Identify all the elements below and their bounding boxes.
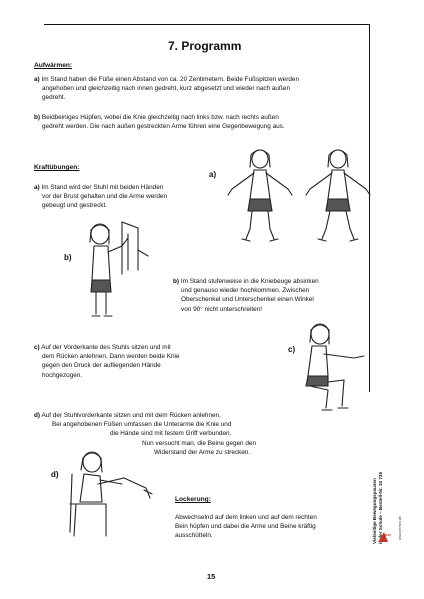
strength-d-line2: Bei angehobenen Füßen umfassen die Unterarme die Knie und — [52, 421, 232, 429]
figure-label-c: c) — [288, 345, 296, 354]
warmup-b-text — [34, 113, 374, 131]
figure-label-a: a) — [209, 170, 217, 179]
squatting-girl-illustration — [298, 320, 370, 418]
warmup-b-line1: Beidbeiniges Hüpfen, wobei die Knie gleichzeitig nach links bzw. nach rechts außen — [41, 114, 279, 121]
strength-c-line2: dem Rücken anlehnen. Dann werden beide Knie — [42, 353, 180, 361]
sidebar-text — [372, 394, 384, 544]
figure-label-d: d) — [51, 470, 59, 479]
page-number: 15 — [207, 572, 216, 581]
sidebar-line2: in der Schule – Bestell-Nr. 10 735 — [378, 471, 383, 544]
strength-a-line3: gebeugt und gestreckt. — [42, 202, 108, 210]
strength-a-text — [34, 183, 224, 211]
page-title: 7. Programm — [168, 39, 242, 53]
warmup-a-line1: Im Stand haben die Füße einen Abstand von ca. 20 Zentimetern. Beide Fußspitzen werden — [41, 76, 300, 83]
strength-b-line4: von 90° nicht unterschreiten! — [181, 305, 263, 313]
figure-label-b: b) — [64, 253, 72, 262]
strength-a-letter: a) — [34, 184, 40, 191]
strength-b-line2: und genauso wieder hochkommen. Zwischen — [181, 287, 310, 295]
strength-heading: Kraftübungen: — [34, 164, 80, 171]
strength-a-line1: Im Stand wird der Stuhl mit beiden Händen — [41, 184, 164, 191]
strength-c-letter: c) — [34, 344, 40, 351]
strength-b-line3: Oberschenkel und Unterschenkel einen Winkel — [181, 296, 314, 304]
warmup-a-letter: a) — [34, 76, 40, 83]
strength-a-line2: vor der Brust gehalten und die Arme werden — [42, 193, 168, 201]
strength-b-line1: Im Stand stufenweise in die Kniebeuge absinken — [180, 278, 319, 285]
sidebar-line1: Vielseitige Bewegungspausen — [372, 478, 377, 544]
seated-girl-illustration — [62, 444, 162, 540]
relax-line3: ausschütteln. — [175, 532, 213, 540]
strength-d-line5: Widerstand der Arme zu strecken. — [154, 448, 251, 456]
girl-holding-chair-illustration — [82, 216, 154, 324]
relax-heading: Lockerung: — [175, 496, 211, 503]
warmup-b-letter: b) — [34, 114, 41, 121]
relax-text — [175, 513, 365, 541]
relax-line1: Abwechselnd auf dem linken und auf dem rechten — [175, 514, 317, 521]
strength-d-line3: die Hände sind mit festem Griff verbunden. — [110, 430, 232, 438]
publisher-url: www.persen.de — [398, 516, 402, 540]
relax-line2: Bein hüpfen und dabei die Arme und Beine kräftig — [175, 523, 316, 531]
strength-d-letter: d) — [34, 412, 41, 419]
warmup-a-text — [34, 75, 374, 103]
strength-c-line3: gegen den Druck der aufliegenden Hände — [42, 362, 161, 370]
jumping-girl-illustration-right — [302, 143, 374, 253]
warmup-b-line2: gedreht werden. Die nach außen gestreckten Arme führen eine Gegenbewegung aus. — [42, 123, 285, 131]
warmup-a-line3: gedreht. — [42, 94, 66, 102]
top-border-line — [44, 24, 370, 25]
strength-d-line1: Auf der Stuhlvorderkante sitzen und mit dem Rücken anlehnen. — [41, 412, 221, 419]
jumping-girl-illustration-left — [224, 143, 296, 253]
warmup-heading: Aufwärmen: — [34, 62, 73, 69]
publisher-logo-text: Auer — [382, 532, 392, 537]
strength-b-letter: b) — [173, 278, 180, 285]
strength-b-text — [173, 277, 369, 314]
strength-c-line1: Auf der Vorderkante des Stuhls sitzen und mit — [41, 344, 171, 351]
warmup-a-line2: angehoben und gleichzeitig nach innen gedreht, kurz abgesetzt und wieder nach außen — [42, 85, 290, 93]
strength-c-line4: hochgezogen. — [42, 371, 83, 379]
strength-c-text — [34, 343, 234, 380]
strength-d-line4: Nun versucht man, die Beine gegen den — [142, 439, 257, 447]
